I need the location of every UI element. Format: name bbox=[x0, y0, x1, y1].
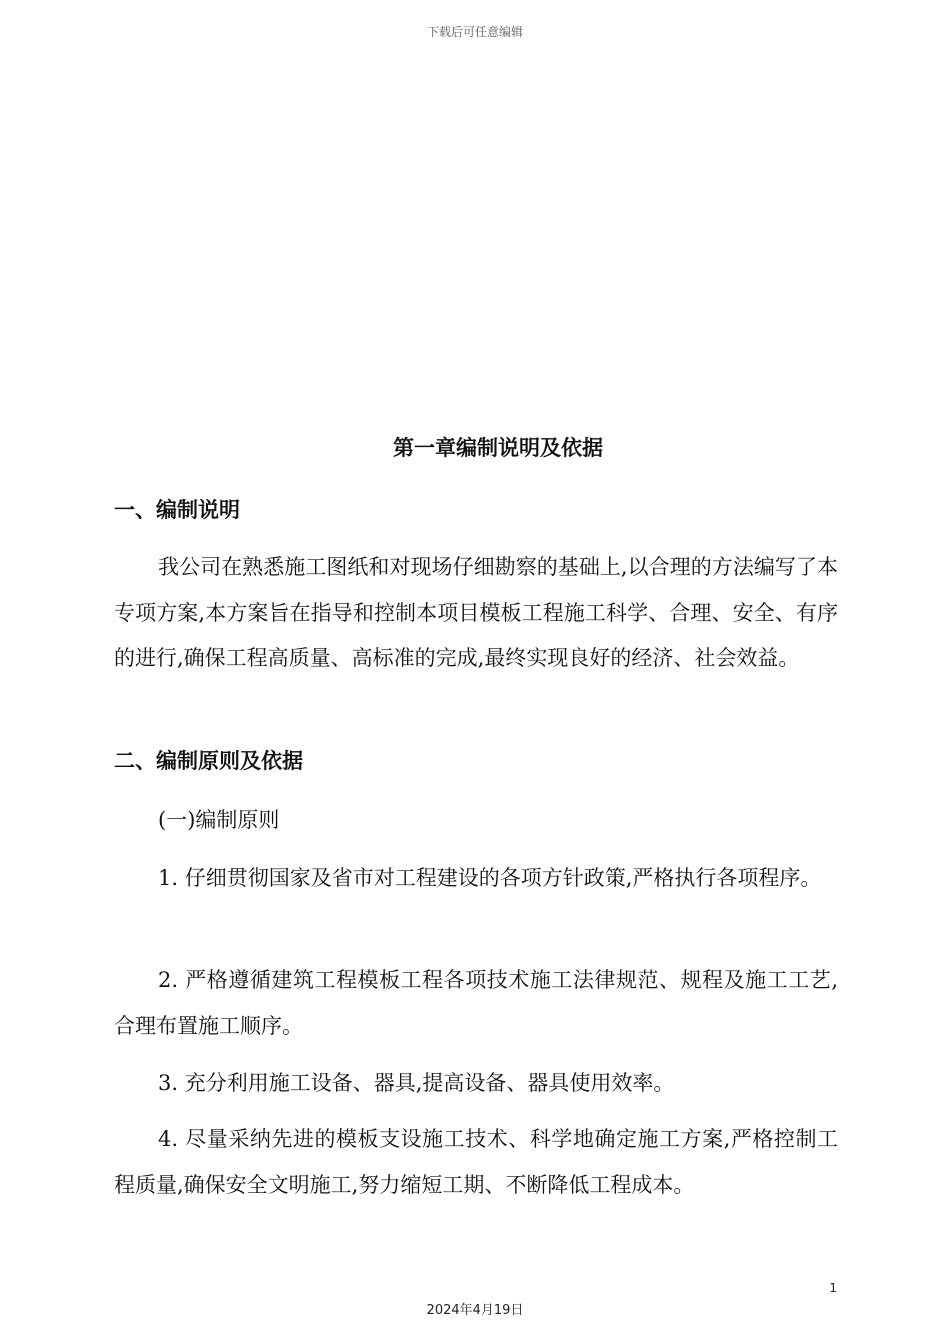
list-item-principle-2: 2. 严格遵循建筑工程模板工程各项技术施工法律规范、规程及施工工艺,合理布置施工顺序。 bbox=[114, 968, 838, 1038]
list-item-principle-1: 1. 仔细贯彻国家及省市对工程建设的各项方针政策,严格执行各项程序。 bbox=[158, 866, 822, 890]
paragraph-compilation-notes: 我公司在熟悉施工图纸和对现场仔细勘察的基础上,以合理的方法编写了本专项方案,本方案旨在指导和控制本项目模板工程施工科学、合理、安全、有序的进行,确保工程高质量、高标准的完成,最终实现良好的经济、社会效益。 bbox=[114, 555, 838, 670]
list-item-principle-3: 3. 充分利用施工设备、器具,提高设备、器具使用效率。 bbox=[158, 1071, 675, 1095]
page-footer-date: 2024年4月19日 bbox=[426, 1303, 524, 1318]
chapter-title: 第一章编制说明及依据 bbox=[393, 435, 603, 460]
section-heading-principles-basis: 二、编制原则及依据 bbox=[114, 748, 303, 773]
page-number: 1 bbox=[829, 1281, 837, 1295]
list-item-principle-4: 4. 尽量采纳先进的模板支设施工技术、科学地确定施工方案,严格控制工程质量,确保安全文明施工,努力缩短工期、不断降低工程成本。 bbox=[114, 1127, 838, 1197]
subheading-principles: (一)编制原则 bbox=[158, 808, 280, 832]
page-header: 下载后可任意编辑 bbox=[426, 25, 523, 39]
section-heading-compilation-notes: 一、编制说明 bbox=[114, 497, 240, 522]
